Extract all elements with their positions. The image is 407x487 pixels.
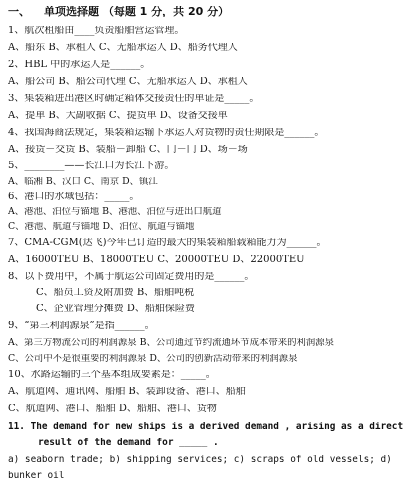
question-2: 2、HBL 中的承运人是______。 (8, 60, 151, 70)
question-5: 5、________——长江口为长江下游。 (8, 161, 175, 171)
question-2-options: A、船公司 B、船公司代理 C、无船承运人 D、承租人 (8, 77, 248, 87)
question-8-options-ab: C、船员工资及附加费 B、船舶吨税 (36, 288, 195, 298)
question-3-options: A、提单 B、大副收据 C、提货单 D、设备交接单 (8, 111, 228, 121)
question-10-options-cd: C、航道网、港口、船舶 D、船舶、港口、货物 (8, 404, 217, 414)
question-8-options-cd: C、企业管理分摊费 D、船舶保险费 (36, 304, 195, 314)
question-11-options-line-2: bunker oil (8, 471, 65, 481)
question-4: 4、我国海商法规定，集装箱运输下承运人对货物的责任期限是______。 (8, 128, 325, 138)
question-5-options: A、临湘 B、汉口 C、南京 D、镇江 (8, 177, 158, 187)
section-heading (8, 6, 403, 17)
question-6-options-ab: A、港池、泊位与锚地 B、港池、泊位与进出口航道 (8, 207, 222, 217)
question-9: 9、“第三利润源泉”是指______。 (8, 321, 155, 331)
section-title: 单项选择题 （每题 1 分，共 20 分） (44, 6, 230, 17)
question-9-options-cd: C、公司中不是很重要的利润源泉 D、公司的创新活动带来的利润源泉 (8, 354, 298, 364)
question-8: 8、以下费用中，不属于航运公司固定费用的是______。 (8, 272, 255, 282)
section-number: 一、 (8, 6, 30, 17)
question-6-options-cd: C、港池、航道与锚地 D、泊位、航道与锚地 (8, 222, 195, 232)
question-11-line-1: 11. The demand for new ships is a derived demand , arising as a direct (8, 422, 403, 432)
question-7: 7、CMA-CGM(达飞)今年已订造的最大的集装箱船载箱能力为______。 (8, 238, 327, 248)
question-9-options-ab: A、第三方物流公司的利润源泉 B、公司通过节约流通环节成本带来的利润源泉 (8, 338, 335, 348)
question-3: 3、集装箱进出港区时确定箱体交接责任的单证是_____。 (8, 94, 260, 104)
question-10-options-ab: A、航道网、通讯网、船舶 B、装卸设备、港口、船舶 (8, 387, 246, 397)
question-11-options-line-1: a) seaborn trade; b) shipping services; c) scraps of old vessels; d) (8, 455, 392, 465)
question-7-options: A、16000TEU B、18000TEU C、20000TEU D、22000TEU (8, 255, 305, 265)
question-11-line-2: result of the demand for _____ . (38, 438, 219, 448)
question-4-options: A、接货－交货 B、装船－卸船 C、门－门 D、场－场 (8, 145, 248, 155)
question-1: 1、航次租船由____负责船舶营运管理。 (8, 26, 185, 36)
question-1-options: A、船东 B、承租人 C、无船承运人 D、船务代理人 (8, 43, 238, 53)
question-6: 6、港口的水域包括：_____。 (8, 192, 140, 202)
question-10: 10、水路运输的三个基本组成要素是：_____。 (8, 370, 216, 380)
